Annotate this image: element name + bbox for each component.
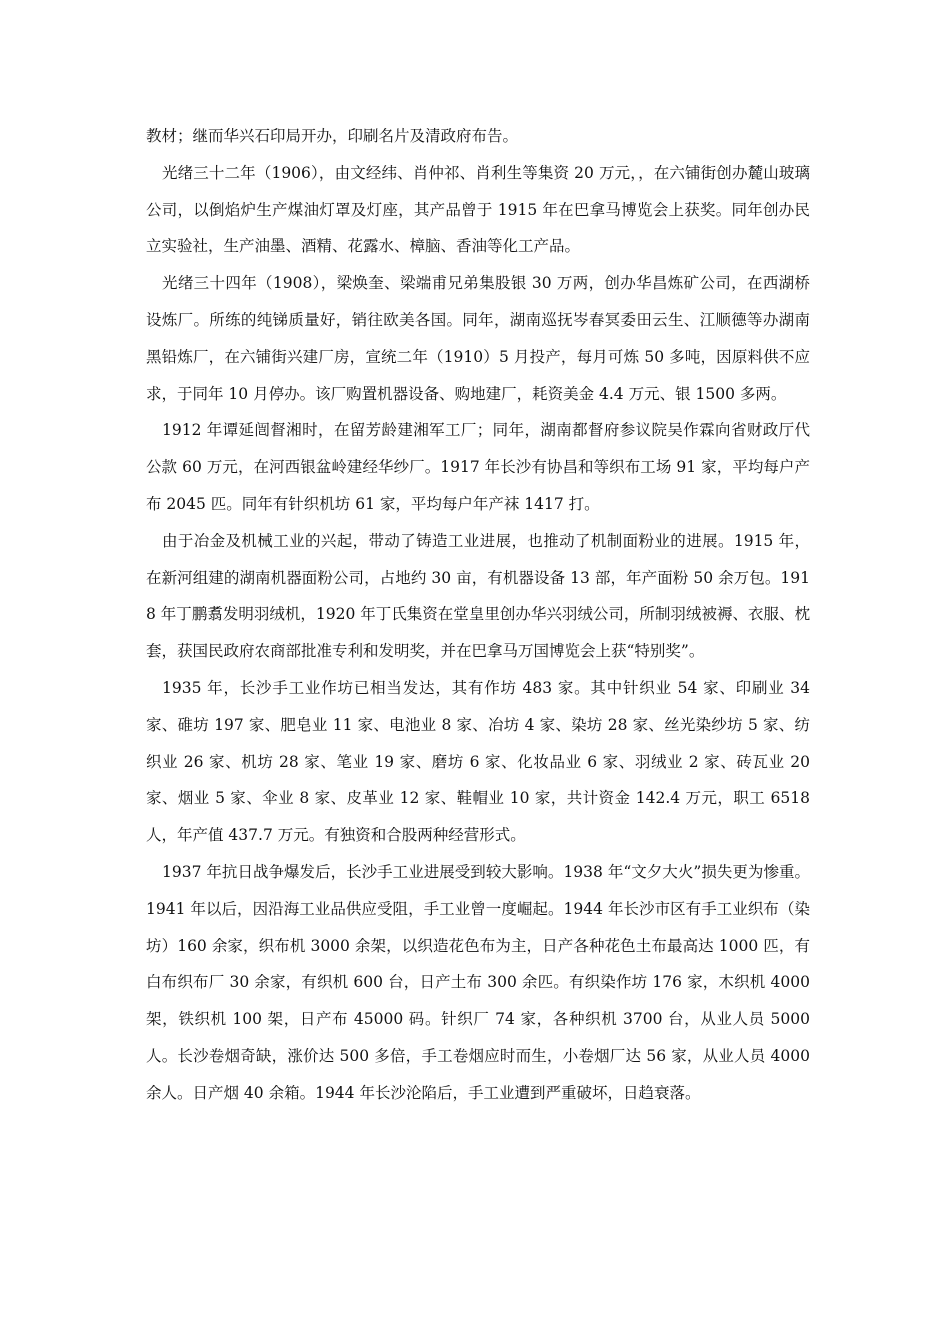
paragraph-flour-and-down: 由于冶金及机械工业的兴起，带动了铸造工业进展，也推动了机制面粉业的进展。1915 年，在新河组建的湖南机器面粉公司，占地约 30 亩，有机器设备 13 部，年产面粉 50 余万包。1918 年丁鹏翥发明羽绒机，1920 年丁氏集资在堂皇里创办华兴羽绒公司，所制羽绒被褥、衣服、枕套，获国民政府农商部批准专利和发明奖，并在巴拿马万国博览会上获“特别奖”。 [146,531,810,661]
paragraph-1912-factories: 1912 年谭延闿督湘时，在留芳龄建湘军工厂；同年，湖南都督府参议院吴作霖向省财政厅代公款 60 万元，在河西银盆岭建经华纱厂。1917 年长沙有协昌和等织布工场 91 家，平均每户产布 2045 匹。同年有针织机坊 61 家，平均每户年产袜 1417 打。 [146,421,810,513]
paragraph-glass-company: 光绪三十二年（1906），由文经纬、肖仲祁、肖利生等集资 20 万元，，在六铺街创办麓山玻璃公司，以倒焰炉生产煤油灯罩及灯座，其产品曾于 1915 年在巴拿马博览会上获奖。同年创办民立实验社，生产油墨、酒精、花露水、樟脑、香油等化工产品。 [146,163,810,256]
paragraph-smelting: 光绪三十四年（1908），梁焕奎、梁端甫兄弟集股银 30 万两，创办华昌炼矿公司，在西湖桥设炼厂。所练的纯锑质量好，销往欧美各国。同年，湖南巡抚岑春冥委田云生、江顺德等办湖南黑铅炼厂，在六铺街兴建厂房，宣统二年（1910）5 月投产，每月可炼 50 多吨，因原料供不应求，于同年 10 月停办。该厂购置机器设备、购地建厂，耗资美金 4.4 万元、银 1500 多两。 [146,274,810,403]
paragraph-continuation: 教材；继而华兴石印局开办，印刷名片及清政府布告。 [146,127,519,145]
paragraph-1935-workshops: 1935 年，长沙手工业作坊已相当发达，其有作坊 483 家。其中针织业 54 家、印刷业 34 家、碓坊 197 家、肥皂业 11 家、电池业 8 家、冶坊 4 家、染坊 28 家、丝光染纱坊 5 家、纺织业 26 家、机坊 28 家、笔业 19 家、磨坊 6 家、化妆品业 6 家、羽绒业 2 家、砖瓦业 20 家、烟业 5 家、伞业 8 家、皮革业 12 家、鞋帽业 10 家，共计资金 142.4 万元，职工 6518 人，年产值 437.7 万元。有独资和合股两种经营形式。 [146,678,810,845]
document-body [146,118,810,1112]
paragraph-war-period: 1937 年抗日战争爆发后，长沙手工业进展受到较大影响。1938 年“文夕大火”损失更为惨重。1941 年以后，因沿海工业品供应受阻，手工业曾一度崛起。1944 年长沙市区有手工业织布（染坊）160 余家，织布机 3000 余架，以织造花色布为主，日产各种花色土布最高达 1000 匹，有白布织布厂 30 余家，有织机 600 台，日产土布 300 余匹。有织染作坊 176 家，木织机 4000 架，铁织机 100 架，日产布 45000 码。针织厂 74 家，各种织机 3700 台，从业人员 5000 人。长沙卷烟奇缺，涨价达 500 多倍，手工卷烟应时而生，小卷烟厂达 56 家，从业人员 4000 余人。日产烟 40 余箱。1944 年长沙沦陷后，手工业遭到严重破坏，日趋衰落。 [146,862,810,1102]
